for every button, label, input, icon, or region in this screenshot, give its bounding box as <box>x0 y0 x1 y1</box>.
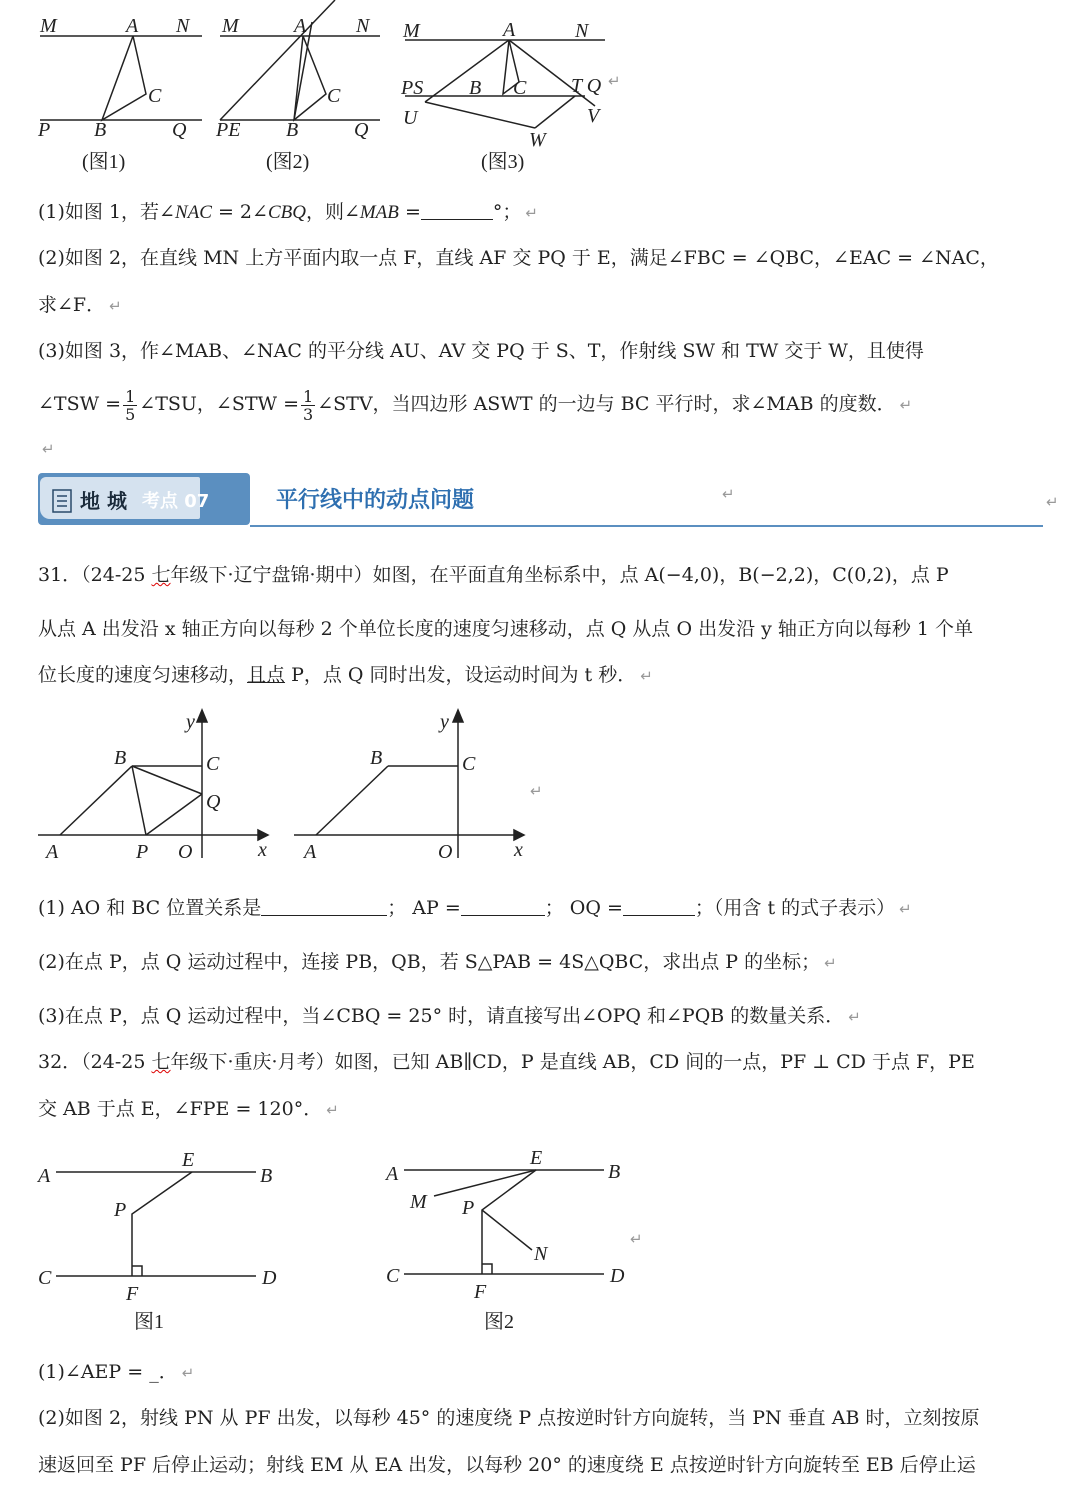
label-M: M <box>403 20 420 42</box>
label-B: B <box>370 747 383 769</box>
label-A: A <box>126 15 139 37</box>
label-P: P <box>38 119 51 141</box>
axis-y: y <box>186 711 195 733</box>
caption-fig1: 图1 <box>134 1311 164 1333</box>
section-header: 地 城 考点 07 平行线中的动点问题 ↵ ↵ <box>38 473 1048 529</box>
caption-fig3: (图3) <box>481 151 525 173</box>
q30-part2-line1: (2)如图 2，在直线 MN 上方平面内取一点 F，直线 AF 交 PQ 于 E，满足∠FBC = ∠QBC，∠EAC = ∠NAC， <box>38 247 999 269</box>
label-A: A <box>38 1165 51 1187</box>
label-A: A <box>46 841 59 863</box>
label-C: C <box>148 85 162 107</box>
label-F: F <box>474 1281 487 1303</box>
answer-blank-oq[interactable] <box>623 897 695 916</box>
label-A: A <box>386 1163 399 1185</box>
label-M: M <box>40 15 57 37</box>
label-P: P <box>462 1197 475 1219</box>
label-A: A <box>294 15 307 37</box>
q31-line3: 位长度的速度匀速移动，且点 P，点 Q 同时出发，设运动时间为 t 秒． ↵ <box>38 664 653 686</box>
label-C: C <box>462 753 476 775</box>
q30-part3-line2: ∠TSW = $\frac{1}{5}$ ∠TSU，∠STW = $\frac{1}{3}$ ∠STV，当四边形 ASWT 的一边与 BC 平行时，求∠MAB 的度数． ↵ <box>38 386 913 424</box>
label-E: E <box>182 1149 195 1171</box>
label-P: P <box>114 1199 127 1221</box>
axis-x: x <box>514 839 523 861</box>
label-A: A <box>503 19 516 41</box>
return-mark: ↵ <box>530 782 543 800</box>
label-Q: Q <box>206 791 221 813</box>
q32-line2: 交 AB 于点 E，∠FPE = 120°． ↵ <box>38 1098 339 1120</box>
caption-fig2: 图2 <box>484 1311 514 1333</box>
axis-y: y <box>440 711 449 733</box>
caption-fig2: (图2) <box>266 151 310 173</box>
q31-part1: (1) AO 和 BC 位置关系是 ； AP = ； OQ = ；（用含 t 的式子表示） ↵ <box>38 897 912 919</box>
q32-line1: 32．（24-25 七年级下·重庆·月考）如图，已知 AB∥CD，P 是直线 AB，CD 间的一点，PF ⊥ CD 于点 F，PE <box>38 1051 975 1073</box>
label-PE: PE <box>216 119 241 141</box>
label-N: N <box>356 15 370 37</box>
document-icon <box>52 489 82 515</box>
return-mark: ↵ <box>630 1230 643 1248</box>
q32-part2-line1: (2)如图 2，射线 PN 从 PF 出发，以每秒 45° 的速度绕 P 点按逆时针方向旋转，当 PN 垂直 AB 时，立刻按原 <box>38 1407 980 1429</box>
q30-part1: (1)如图 1，若∠NAC = 2∠CBQ，则∠MAB = °； ↵ <box>38 201 538 223</box>
label-B: B <box>94 119 107 141</box>
label-PS: PS <box>401 77 424 99</box>
section-rule <box>250 525 1043 527</box>
label-P: P <box>136 841 149 863</box>
q30-part2-line2: 求∠F． ↵ <box>38 294 122 316</box>
label-D: D <box>262 1267 277 1289</box>
label-C: C <box>513 77 527 99</box>
fraction-1-5: $\frac{1}{5}$ <box>125 386 136 424</box>
q31-part3: (3)在点 P，点 Q 运动过程中，当∠CBQ = 25° 时，请直接写出∠OPQ 和∠PQB 的数量关系． ↵ <box>38 1005 861 1027</box>
figure-1 <box>30 10 210 180</box>
label-E: E <box>530 1147 543 1169</box>
answer-blank-relation[interactable] <box>261 897 387 916</box>
label-C: C <box>206 753 220 775</box>
q31-figure-left <box>36 708 286 868</box>
fraction-1-3: $\frac{1}{3}$ <box>303 386 314 424</box>
axis-x: x <box>258 839 267 861</box>
q32-part1: (1)∠AEP = _． ↵ <box>38 1361 195 1383</box>
return-mark: ↵ <box>42 440 55 458</box>
q32-part2-line2: 速返回至 PF 后停止运动；射线 EM 从 EA 出发，以每秒 20° 的速度绕 E 点按逆时针方向旋转至 EB 后停止运 <box>38 1454 976 1476</box>
label-Q: Q <box>172 119 187 141</box>
label-D: D <box>610 1265 625 1287</box>
label-N: N <box>534 1243 548 1265</box>
label-A: A <box>304 841 317 863</box>
label-O: O <box>178 841 193 863</box>
q31-line1: 31．（24-25 七年级下·辽宁盘锦·期中）如图，在平面直角坐标系中，点 A(−4,0)，B(−2,2)，C(0,2)，点 P <box>38 564 949 586</box>
label-B: B <box>286 119 299 141</box>
return-mark: ↵ <box>608 72 621 90</box>
label-F: F <box>126 1283 139 1305</box>
q31-figure-right <box>292 708 542 868</box>
figure-3 <box>395 10 635 180</box>
q32-figure-2 <box>384 1140 644 1340</box>
label-C: C <box>327 85 341 107</box>
q31-line2: 从点 A 出发沿 x 轴正方向以每秒 2 个单位长度的速度匀速移动，点 Q 从点 O 出发沿 y 轴正方向以每秒 1 个单 <box>38 618 974 640</box>
label-N: N <box>176 15 190 37</box>
section-title: 平行线中的动点问题 <box>276 488 475 513</box>
label-V: V <box>587 105 600 127</box>
label-B: B <box>469 77 482 99</box>
label-Q: Q <box>354 119 369 141</box>
label-O: O <box>438 841 453 863</box>
q31-part2: (2)在点 P，点 Q 运动过程中，连接 PB，QB，若 S△PAB = 4S△QBC，求出点 P 的坐标； ↵ <box>38 951 837 973</box>
label-B: B <box>608 1161 621 1183</box>
label-U: U <box>403 107 418 129</box>
caption-fig1: (图1) <box>82 151 126 173</box>
label-W: W <box>529 129 546 151</box>
label-M: M <box>410 1191 427 1213</box>
label-N: N <box>575 20 589 42</box>
label-C: C <box>38 1267 52 1289</box>
q30-part3-line1: (3)如图 3，作∠MAB、∠NAC 的平分线 AU、AV 交 PQ 于 S、T，作射线 SW 和 TW 交于 W，且使得 <box>38 340 924 362</box>
figure-2 <box>210 0 390 180</box>
label-M: M <box>222 15 239 37</box>
badge-text: 地 城 <box>80 489 127 513</box>
label-C: C <box>386 1265 400 1287</box>
answer-blank-ap[interactable] <box>461 897 545 916</box>
badge-code: 考点 07 <box>142 491 210 512</box>
label-B: B <box>260 1165 273 1187</box>
label-B: B <box>114 747 127 769</box>
q32-figure-1 <box>36 1142 296 1342</box>
answer-blank[interactable] <box>421 201 493 220</box>
label-TQ: T Q <box>571 75 602 97</box>
